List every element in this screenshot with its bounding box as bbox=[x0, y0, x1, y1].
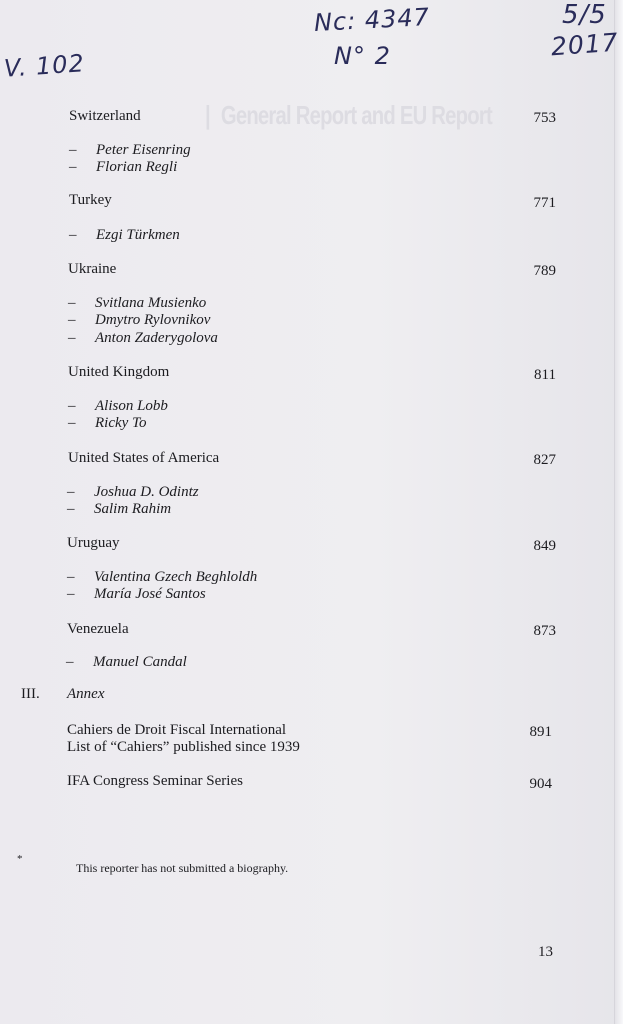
handwritten-volume: V. 102 bbox=[3, 49, 86, 83]
author-row bbox=[67, 501, 171, 518]
toc-page-number: 789 bbox=[533, 263, 556, 279]
toc-page-number: 873 bbox=[533, 623, 556, 639]
handwritten-date-top: 5/5 bbox=[562, 0, 607, 30]
author-name: Salim Rahim bbox=[94, 501, 172, 517]
annex-item-line: Cahiers de Droit Fiscal International bbox=[67, 722, 287, 738]
dash-bullet: – bbox=[69, 227, 77, 243]
dash-bullet: – bbox=[67, 484, 75, 500]
country-name: United States of America bbox=[68, 450, 220, 466]
country-name: Venezuela bbox=[67, 621, 129, 637]
author-row bbox=[68, 415, 147, 432]
dash-bullet: – bbox=[67, 586, 75, 602]
author-row bbox=[68, 295, 206, 312]
author-name: Dmytro Rylovnikov bbox=[95, 312, 211, 328]
dash-bullet: – bbox=[68, 415, 76, 431]
handwritten-number: N° 2 bbox=[334, 42, 391, 70]
section-title: Annex bbox=[67, 686, 105, 702]
annex-page-number: 891 bbox=[529, 724, 552, 740]
page-number: 13 bbox=[538, 944, 553, 960]
handwritten-date-bottom: 2017 bbox=[550, 27, 620, 62]
country-name: Switzerland bbox=[69, 108, 141, 124]
dash-bullet: – bbox=[66, 654, 74, 670]
toc-page-number: 811 bbox=[534, 367, 556, 383]
author-row bbox=[67, 484, 199, 501]
country-name: Turkey bbox=[69, 192, 112, 208]
author-row bbox=[68, 398, 168, 415]
dash-bullet: – bbox=[69, 159, 77, 175]
author-row bbox=[66, 654, 187, 671]
dash-bullet: – bbox=[68, 330, 76, 346]
dash-bullet: – bbox=[68, 295, 76, 311]
author-name: Manuel Candal bbox=[93, 654, 187, 670]
author-name: Ricky To bbox=[95, 415, 147, 431]
footnote-marker: * bbox=[17, 853, 23, 865]
author-name: María José Santos bbox=[94, 586, 206, 602]
author-name: Alison Lobb bbox=[95, 398, 168, 414]
page-edge bbox=[614, 0, 623, 1024]
annex-item-line: IFA Congress Seminar Series bbox=[67, 773, 243, 789]
annex-page-number: 904 bbox=[529, 776, 552, 792]
author-name: Anton Zaderygolova bbox=[95, 330, 218, 346]
handwritten-catalog-number: Nc: 4347 bbox=[313, 2, 431, 38]
author-row bbox=[69, 142, 191, 159]
author-row bbox=[67, 586, 206, 603]
dash-bullet: – bbox=[67, 501, 75, 517]
author-name: Valentina Gzech Beghloldh bbox=[94, 569, 258, 585]
dash-bullet: – bbox=[68, 398, 76, 414]
toc-page-number: 771 bbox=[533, 195, 556, 211]
author-row bbox=[67, 569, 257, 586]
show-through-heading: | General Report and EU Report bbox=[205, 100, 492, 130]
author-name: Ezgi Türkmen bbox=[96, 227, 180, 243]
author-name: Peter Eisenring bbox=[96, 142, 191, 158]
toc-page-number: 753 bbox=[533, 110, 556, 126]
country-name: Uruguay bbox=[67, 535, 120, 551]
dash-bullet: – bbox=[68, 312, 76, 328]
author-row bbox=[68, 330, 218, 347]
annex-item-line: List of “Cahiers” published since 1939 bbox=[67, 739, 300, 755]
author-row bbox=[69, 159, 177, 176]
author-row bbox=[69, 227, 180, 244]
dash-bullet: – bbox=[67, 569, 75, 585]
dash-bullet: – bbox=[69, 142, 77, 158]
author-name: Joshua D. Odintz bbox=[94, 484, 199, 500]
author-row bbox=[68, 312, 210, 329]
country-name: Ukraine bbox=[68, 261, 117, 277]
author-name: Florian Regli bbox=[96, 159, 178, 175]
author-name: Svitlana Musienko bbox=[95, 295, 207, 311]
footnote-text: This reporter has not submitted a biography. bbox=[76, 861, 289, 875]
country-name: United Kingdom bbox=[68, 364, 170, 380]
toc-page-number: 849 bbox=[533, 538, 556, 554]
section-numeral: III. bbox=[21, 686, 40, 702]
toc-page-number: 827 bbox=[533, 452, 556, 468]
